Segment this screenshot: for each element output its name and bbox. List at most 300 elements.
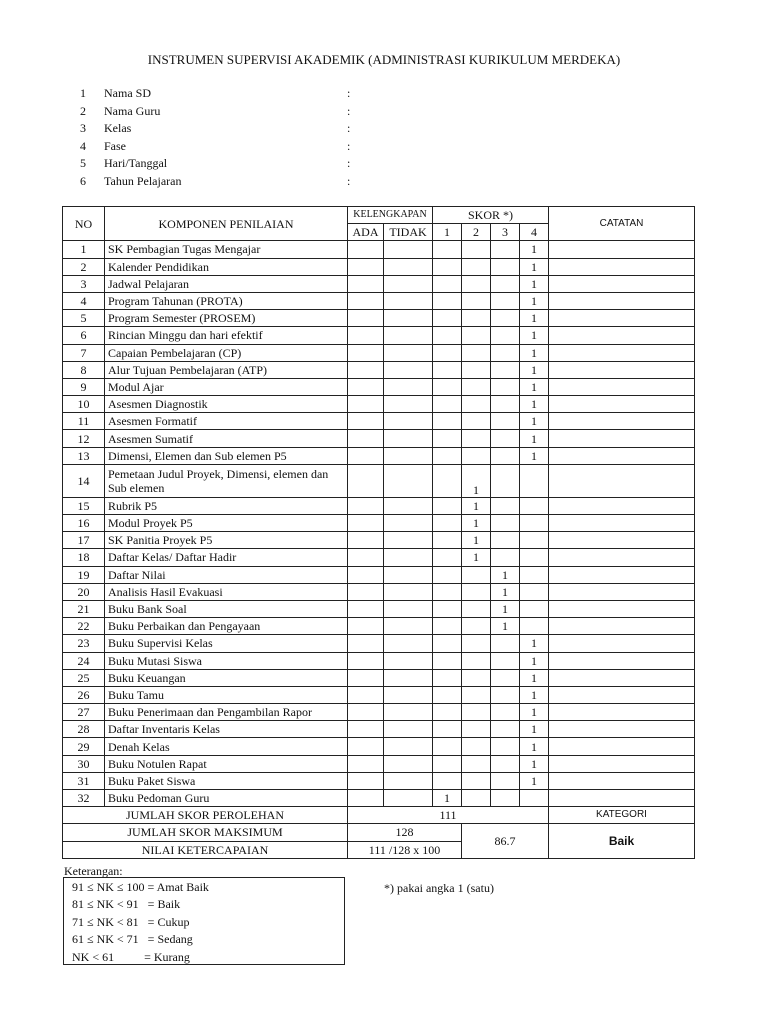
row-ada-cell: [348, 464, 384, 497]
row-number: 20: [63, 583, 105, 600]
row-catatan-cell: [549, 549, 695, 566]
row-catatan-cell: [549, 772, 695, 789]
header-no: NO: [63, 207, 105, 241]
nilai-ketercapaian-label: NILAI KETERCAPAIAN: [63, 841, 348, 858]
row-number: 6: [63, 327, 105, 344]
row-number: 22: [63, 618, 105, 635]
row-component-name: Buku Perbaikan dan Pengayaan: [105, 618, 348, 635]
row-score-4: [520, 464, 549, 497]
row-score-1: [433, 430, 462, 447]
row-score-1: [433, 635, 462, 652]
info-colon: :: [347, 173, 351, 188]
row-score-3: 1: [491, 618, 520, 635]
row-score-1: [433, 396, 462, 413]
row-tidak-cell: [384, 378, 433, 395]
row-score-4: 1: [520, 635, 549, 652]
row-score-4: 1: [520, 669, 549, 686]
table-row: [63, 464, 695, 497]
table-row: [63, 447, 695, 464]
legend-item: 71 ≤ NK < 81 = Cukup: [72, 914, 190, 929]
row-score-2: [462, 755, 491, 772]
row-ada-cell: [348, 378, 384, 395]
info-row: [72, 173, 372, 191]
table-row: [63, 704, 695, 721]
info-colon: :: [347, 103, 351, 118]
row-tidak-cell: [384, 447, 433, 464]
row-score-2: [462, 618, 491, 635]
row-score-1: [433, 310, 462, 327]
row-tidak-cell: [384, 430, 433, 447]
row-number: 23: [63, 635, 105, 652]
row-score-2: [462, 310, 491, 327]
table-row: [63, 258, 695, 275]
row-score-1: [433, 497, 462, 514]
row-tidak-cell: [384, 738, 433, 755]
row-number: 28: [63, 721, 105, 738]
row-score-3: [491, 686, 520, 703]
row-score-2: 1: [462, 515, 491, 532]
header-tidak: TIDAK: [384, 224, 433, 241]
row-score-4: 1: [520, 704, 549, 721]
row-catatan-cell: [549, 721, 695, 738]
row-number: 14: [63, 464, 105, 497]
row-number: 29: [63, 738, 105, 755]
row-number: 16: [63, 515, 105, 532]
identity-section: [72, 85, 372, 190]
info-row: [72, 103, 372, 121]
row-score-3: [491, 755, 520, 772]
row-score-3: 1: [491, 583, 520, 600]
row-tidak-cell: [384, 361, 433, 378]
row-catatan-cell: [549, 396, 695, 413]
row-score-1: [433, 532, 462, 549]
row-component-name: Daftar Nilai: [105, 566, 348, 583]
row-score-1: [433, 738, 462, 755]
row-score-4: 1: [520, 413, 549, 430]
info-number: 2: [80, 103, 86, 118]
row-number: 26: [63, 686, 105, 703]
info-number: 5: [80, 156, 86, 170]
row-score-4: 1: [520, 755, 549, 772]
row-score-2: [462, 583, 491, 600]
row-catatan-cell: [549, 344, 695, 361]
row-component-name: Buku Notulen Rapat: [105, 755, 348, 772]
row-score-2: [462, 430, 491, 447]
row-score-2: [462, 396, 491, 413]
info-number: 6: [80, 173, 86, 188]
info-number: 1: [80, 86, 86, 100]
table-row: [63, 772, 695, 789]
row-number: 15: [63, 497, 105, 514]
kategori-value: Baik: [549, 824, 695, 858]
table-row: [63, 721, 695, 738]
row-score-1: [433, 686, 462, 703]
row-component-name: Denah Kelas: [105, 738, 348, 755]
row-score-3: [491, 413, 520, 430]
row-score-3: [491, 258, 520, 275]
legend-item: 61 ≤ NK < 71 = Sedang: [72, 932, 193, 947]
table-row: [63, 515, 695, 532]
row-number: 19: [63, 566, 105, 583]
info-label: Fase: [104, 138, 126, 153]
row-ada-cell: [348, 413, 384, 430]
row-score-1: [433, 378, 462, 395]
row-ada-cell: [348, 344, 384, 361]
info-row: [72, 155, 372, 173]
row-score-4: [520, 497, 549, 514]
row-tidak-cell: [384, 275, 433, 292]
header-skor-2: 2: [462, 224, 491, 241]
row-score-4: 1: [520, 344, 549, 361]
row-tidak-cell: [384, 635, 433, 652]
row-score-4: 1: [520, 686, 549, 703]
row-score-4: [520, 618, 549, 635]
row-ada-cell: [348, 600, 384, 617]
table-row: [63, 361, 695, 378]
row-ada-cell: [348, 755, 384, 772]
info-colon: :: [347, 121, 351, 135]
table-row: [63, 600, 695, 617]
row-catatan-cell: [549, 258, 695, 275]
row-score-2: [462, 241, 491, 258]
row-score-1: [433, 515, 462, 532]
row-score-3: [491, 738, 520, 755]
row-catatan-cell: [549, 310, 695, 327]
table-row: [63, 669, 695, 686]
row-score-1: [433, 361, 462, 378]
info-label: Nama SD: [104, 86, 151, 100]
info-label: Tahun Pelajaran: [104, 173, 182, 188]
row-ada-cell: [348, 652, 384, 669]
row-tidak-cell: [384, 755, 433, 772]
row-number: 31: [63, 772, 105, 789]
row-ada-cell: [348, 430, 384, 447]
header-kelengkapan: KELENGKAPAN: [348, 207, 433, 224]
row-catatan-cell: [549, 361, 695, 378]
header-skor-4: 4: [520, 224, 549, 241]
row-ada-cell: [348, 515, 384, 532]
keterangan-title: Keterangan:: [64, 864, 123, 878]
row-catatan-cell: [549, 738, 695, 755]
row-catatan-cell: [549, 241, 695, 258]
legend-item: 91 ≤ NK ≤ 100 = Amat Baik: [72, 880, 209, 894]
row-component-name: Daftar Inventaris Kelas: [105, 721, 348, 738]
row-component-name: Program Semester (PROSEM): [105, 310, 348, 327]
header-catatan: CATATAN: [549, 207, 695, 241]
row-number: 4: [63, 292, 105, 309]
info-label: Kelas: [104, 121, 132, 135]
row-catatan-cell: [549, 755, 695, 772]
row-ada-cell: [348, 772, 384, 789]
row-score-1: [433, 413, 462, 430]
row-score-1: [433, 618, 462, 635]
row-catatan-cell: [549, 292, 695, 309]
row-score-4: [520, 566, 549, 583]
row-score-3: [491, 464, 520, 497]
row-catatan-cell: [549, 635, 695, 652]
row-score-1: [433, 292, 462, 309]
row-score-2: [462, 790, 491, 807]
row-score-4: 1: [520, 772, 549, 789]
header-skor: SKOR *): [433, 207, 549, 224]
row-ada-cell: [348, 532, 384, 549]
table-row: [63, 532, 695, 549]
row-ada-cell: [348, 310, 384, 327]
row-number: 7: [63, 344, 105, 361]
row-number: 17: [63, 532, 105, 549]
row-score-3: [491, 396, 520, 413]
row-score-4: 1: [520, 430, 549, 447]
info-row: [72, 85, 372, 103]
row-tidak-cell: [384, 772, 433, 789]
row-number: 24: [63, 652, 105, 669]
header-ada: ADA: [348, 224, 384, 241]
category-legend: [63, 877, 345, 965]
table-row: [63, 583, 695, 600]
info-colon: :: [347, 156, 351, 170]
row-catatan-cell: [549, 413, 695, 430]
table-row: [63, 327, 695, 344]
row-component-name: SK Panitia Proyek P5: [105, 532, 348, 549]
info-label: Hari/Tanggal: [104, 156, 168, 170]
row-score-3: [491, 721, 520, 738]
row-score-2: [462, 652, 491, 669]
row-score-1: [433, 447, 462, 464]
row-catatan-cell: [549, 327, 695, 344]
row-number: 13: [63, 447, 105, 464]
row-component-name: Buku Penerimaan dan Pengambilan Rapor: [105, 704, 348, 721]
row-ada-cell: [348, 669, 384, 686]
row-catatan-cell: [549, 447, 695, 464]
row-ada-cell: [348, 566, 384, 583]
row-score-4: 1: [520, 447, 549, 464]
row-score-2: 1: [462, 549, 491, 566]
row-score-3: [491, 292, 520, 309]
row-tidak-cell: [384, 790, 433, 807]
row-component-name: Buku Mutasi Siswa: [105, 652, 348, 669]
row-score-2: [462, 378, 491, 395]
row-score-4: 1: [520, 258, 549, 275]
row-number: 32: [63, 790, 105, 807]
row-component-name: Capaian Pembelajaran (CP): [105, 344, 348, 361]
row-tidak-cell: [384, 686, 433, 703]
row-score-1: [433, 772, 462, 789]
row-score-1: [433, 464, 462, 497]
row-ada-cell: [348, 583, 384, 600]
row-tidak-cell: [384, 669, 433, 686]
row-catatan-cell: [549, 497, 695, 514]
table-row: [63, 310, 695, 327]
info-row: [72, 120, 372, 138]
table-row: [63, 344, 695, 361]
row-tidak-cell: [384, 600, 433, 617]
row-tidak-cell: [384, 566, 433, 583]
row-score-2: [462, 344, 491, 361]
row-catatan-cell: [549, 378, 695, 395]
row-score-3: [491, 361, 520, 378]
row-score-2: [462, 772, 491, 789]
row-score-1: [433, 721, 462, 738]
row-tidak-cell: [384, 413, 433, 430]
row-score-4: 1: [520, 652, 549, 669]
row-score-3: [491, 652, 520, 669]
row-score-3: [491, 447, 520, 464]
row-score-3: [491, 378, 520, 395]
row-catatan-cell: [549, 600, 695, 617]
row-score-1: [433, 600, 462, 617]
row-component-name: Rincian Minggu dan hari efektif: [105, 327, 348, 344]
row-score-4: 1: [520, 275, 549, 292]
info-number: 4: [80, 138, 86, 153]
row-score-4: 1: [520, 292, 549, 309]
row-component-name: Buku Paket Siswa: [105, 772, 348, 789]
row-score-1: [433, 669, 462, 686]
row-catatan-cell: [549, 566, 695, 583]
row-tidak-cell: [384, 310, 433, 327]
row-score-3: [491, 275, 520, 292]
table-row: [63, 497, 695, 514]
row-ada-cell: [348, 686, 384, 703]
row-score-4: 1: [520, 361, 549, 378]
row-score-2: [462, 447, 491, 464]
row-ada-cell: [348, 361, 384, 378]
table-row: [63, 413, 695, 430]
row-score-4: [520, 515, 549, 532]
document-title: INSTRUMEN SUPERVISI AKADEMIK (ADMINISTRASI KURIKULUM MERDEKA): [147, 52, 621, 67]
row-score-2: [462, 327, 491, 344]
row-component-name: Asesmen Diagnostik: [105, 396, 348, 413]
row-score-3: [491, 790, 520, 807]
row-score-2: [462, 635, 491, 652]
row-catatan-cell: [549, 618, 695, 635]
row-ada-cell: [348, 704, 384, 721]
row-tidak-cell: [384, 549, 433, 566]
table-row: [63, 738, 695, 755]
row-component-name: Dimensi, Elemen dan Sub elemen P5: [105, 447, 348, 464]
row-ada-cell: [348, 447, 384, 464]
row-score-3: [491, 327, 520, 344]
row-score-2: [462, 600, 491, 617]
kategori-label: KATEGORI: [549, 807, 695, 824]
legend-item: NK < 61 = Kurang: [72, 949, 190, 964]
table-row: [63, 686, 695, 703]
row-ada-cell: [348, 327, 384, 344]
row-score-3: [491, 430, 520, 447]
row-score-1: [433, 549, 462, 566]
row-score-1: 1: [433, 790, 462, 807]
row-score-1: [433, 583, 462, 600]
row-catatan-cell: [549, 583, 695, 600]
row-score-3: [491, 635, 520, 652]
row-ada-cell: [348, 790, 384, 807]
header-skor-3: 3: [491, 224, 520, 241]
info-label: Nama Guru: [104, 103, 161, 118]
row-component-name: Buku Supervisi Kelas: [105, 635, 348, 652]
row-number: 30: [63, 755, 105, 772]
row-tidak-cell: [384, 292, 433, 309]
row-score-3: 1: [491, 566, 520, 583]
jumlah-skor-perolehan-value: 111: [348, 807, 549, 824]
row-score-2: [462, 361, 491, 378]
row-score-2: [462, 669, 491, 686]
row-component-name: Modul Ajar: [105, 378, 348, 395]
row-score-3: [491, 344, 520, 361]
legend-item: 81 ≤ NK < 91 = Baik: [72, 897, 181, 912]
row-score-3: 1: [491, 600, 520, 617]
score-note: *) pakai angka 1 (satu): [384, 881, 494, 895]
row-ada-cell: [348, 292, 384, 309]
row-tidak-cell: [384, 721, 433, 738]
row-score-1: [433, 344, 462, 361]
header-skor-1: 1: [433, 224, 462, 241]
row-component-name: SK Pembagian Tugas Mengajar: [105, 241, 348, 258]
row-number: 21: [63, 600, 105, 617]
row-score-2: [462, 413, 491, 430]
row-score-4: 1: [520, 241, 549, 258]
row-ada-cell: [348, 258, 384, 275]
table-row: [63, 396, 695, 413]
table-row: [63, 618, 695, 635]
table-row: [63, 755, 695, 772]
row-score-4: [520, 583, 549, 600]
header-komponen: KOMPONEN PENILAIAN: [105, 207, 348, 241]
row-number: 11: [63, 413, 105, 430]
row-number: 8: [63, 361, 105, 378]
row-score-2: 1: [462, 464, 491, 497]
row-score-2: 1: [462, 497, 491, 514]
info-colon: :: [347, 138, 351, 153]
row-ada-cell: [348, 275, 384, 292]
jumlah-skor-maksimum-value: 128: [348, 824, 462, 841]
row-score-1: [433, 241, 462, 258]
table-row: [63, 292, 695, 309]
row-number: 18: [63, 549, 105, 566]
row-score-4: [520, 549, 549, 566]
row-component-name: Kalender Pendidikan: [105, 258, 348, 275]
jumlah-skor-perolehan-label: JUMLAH SKOR PEROLEHAN: [63, 807, 348, 824]
assessment-table: [62, 206, 695, 859]
row-score-3: [491, 497, 520, 514]
row-score-2: [462, 566, 491, 583]
row-tidak-cell: [384, 344, 433, 361]
info-colon: :: [347, 86, 351, 100]
row-catatan-cell: [549, 515, 695, 532]
info-row: [72, 138, 372, 156]
nilai-value: 86.7: [462, 824, 549, 858]
row-catatan-cell: [549, 464, 695, 497]
row-score-2: [462, 275, 491, 292]
row-catatan-cell: [549, 686, 695, 703]
row-component-name: Modul Proyek P5: [105, 515, 348, 532]
row-ada-cell: [348, 497, 384, 514]
row-catatan-cell: [549, 790, 695, 807]
row-score-3: [491, 310, 520, 327]
row-score-4: 1: [520, 378, 549, 395]
row-component-name: Analisis Hasil Evakuasi: [105, 583, 348, 600]
row-component-name: Asesmen Sumatif: [105, 430, 348, 447]
row-score-2: [462, 292, 491, 309]
row-ada-cell: [348, 635, 384, 652]
row-score-3: [491, 772, 520, 789]
row-score-3: [491, 241, 520, 258]
row-tidak-cell: [384, 618, 433, 635]
row-ada-cell: [348, 241, 384, 258]
row-score-2: [462, 686, 491, 703]
row-score-3: [491, 532, 520, 549]
row-tidak-cell: [384, 258, 433, 275]
row-score-1: [433, 258, 462, 275]
row-score-1: [433, 755, 462, 772]
